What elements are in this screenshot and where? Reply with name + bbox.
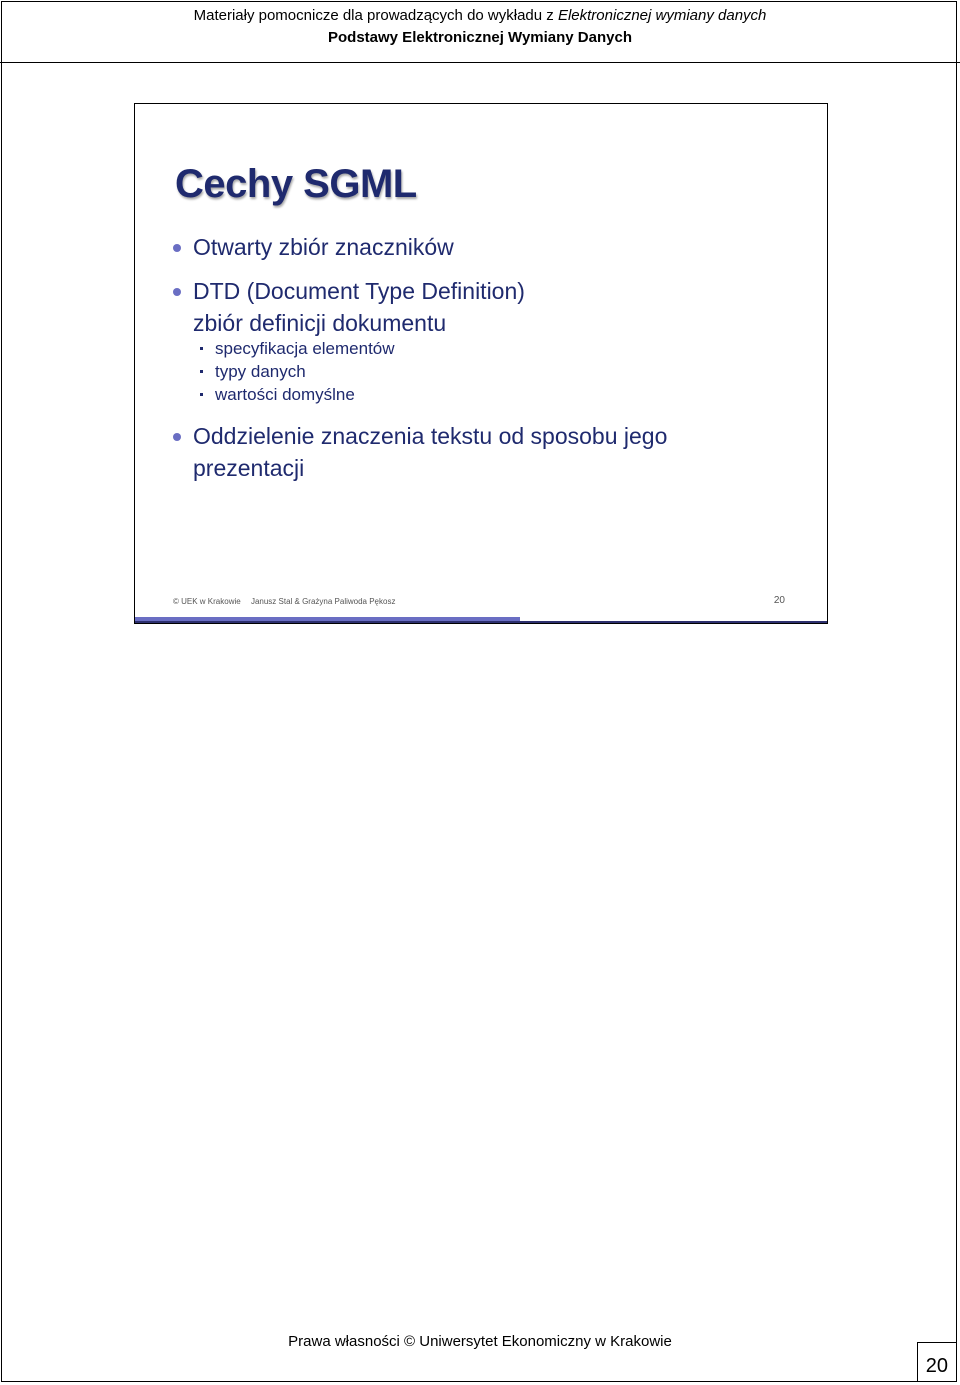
page-header xyxy=(0,0,960,63)
sub-bullet-item: specyfikacja elementów xyxy=(215,338,395,360)
slide: Cechy SGML Otwarty zbiór znaczników DTD (Document Type Definition) zbiór definicji dokumentu specyfikacja elementów typy danych wartości domyślne Oddzielenie znaczenia tekstu od sposobu jego prezentacji © UEK w Krakowie Janusz Stal & Grażyna Paliwoda Pękosz 20 xyxy=(134,103,828,624)
slide-number: 20 xyxy=(773,595,785,606)
bullet-dot-icon xyxy=(173,244,181,252)
bullet-dot-icon xyxy=(173,433,181,441)
copyright-footer: Prawa własności © Uniwersytet Ekonomiczny w Krakowie xyxy=(288,1333,672,1350)
sub-bullet-item: typy danych xyxy=(215,361,306,383)
square-bullet-icon xyxy=(200,347,203,350)
slide-footer xyxy=(173,597,403,606)
header-subtitle: Materiały pomocnicze dla prowadzących do wykładu z Elektronicznej wymiany danych xyxy=(193,7,767,24)
slide-footer-authors: Janusz Stal & Grażyna Paliwoda Pękosz xyxy=(250,597,396,606)
header-title: Podstawy Elektronicznej Wymiany Danych xyxy=(328,29,632,46)
page-number: 20 xyxy=(925,1355,948,1377)
square-bullet-icon xyxy=(200,393,203,396)
bullet-dot-icon xyxy=(173,288,181,296)
sub-bullet-item: wartości domyślne xyxy=(215,384,355,406)
slide-footer-org: © UEK w Krakowie xyxy=(173,597,241,606)
square-bullet-icon xyxy=(200,370,203,373)
slide-title: Cechy SGML xyxy=(175,162,417,206)
slide-bottom-line xyxy=(135,621,827,623)
